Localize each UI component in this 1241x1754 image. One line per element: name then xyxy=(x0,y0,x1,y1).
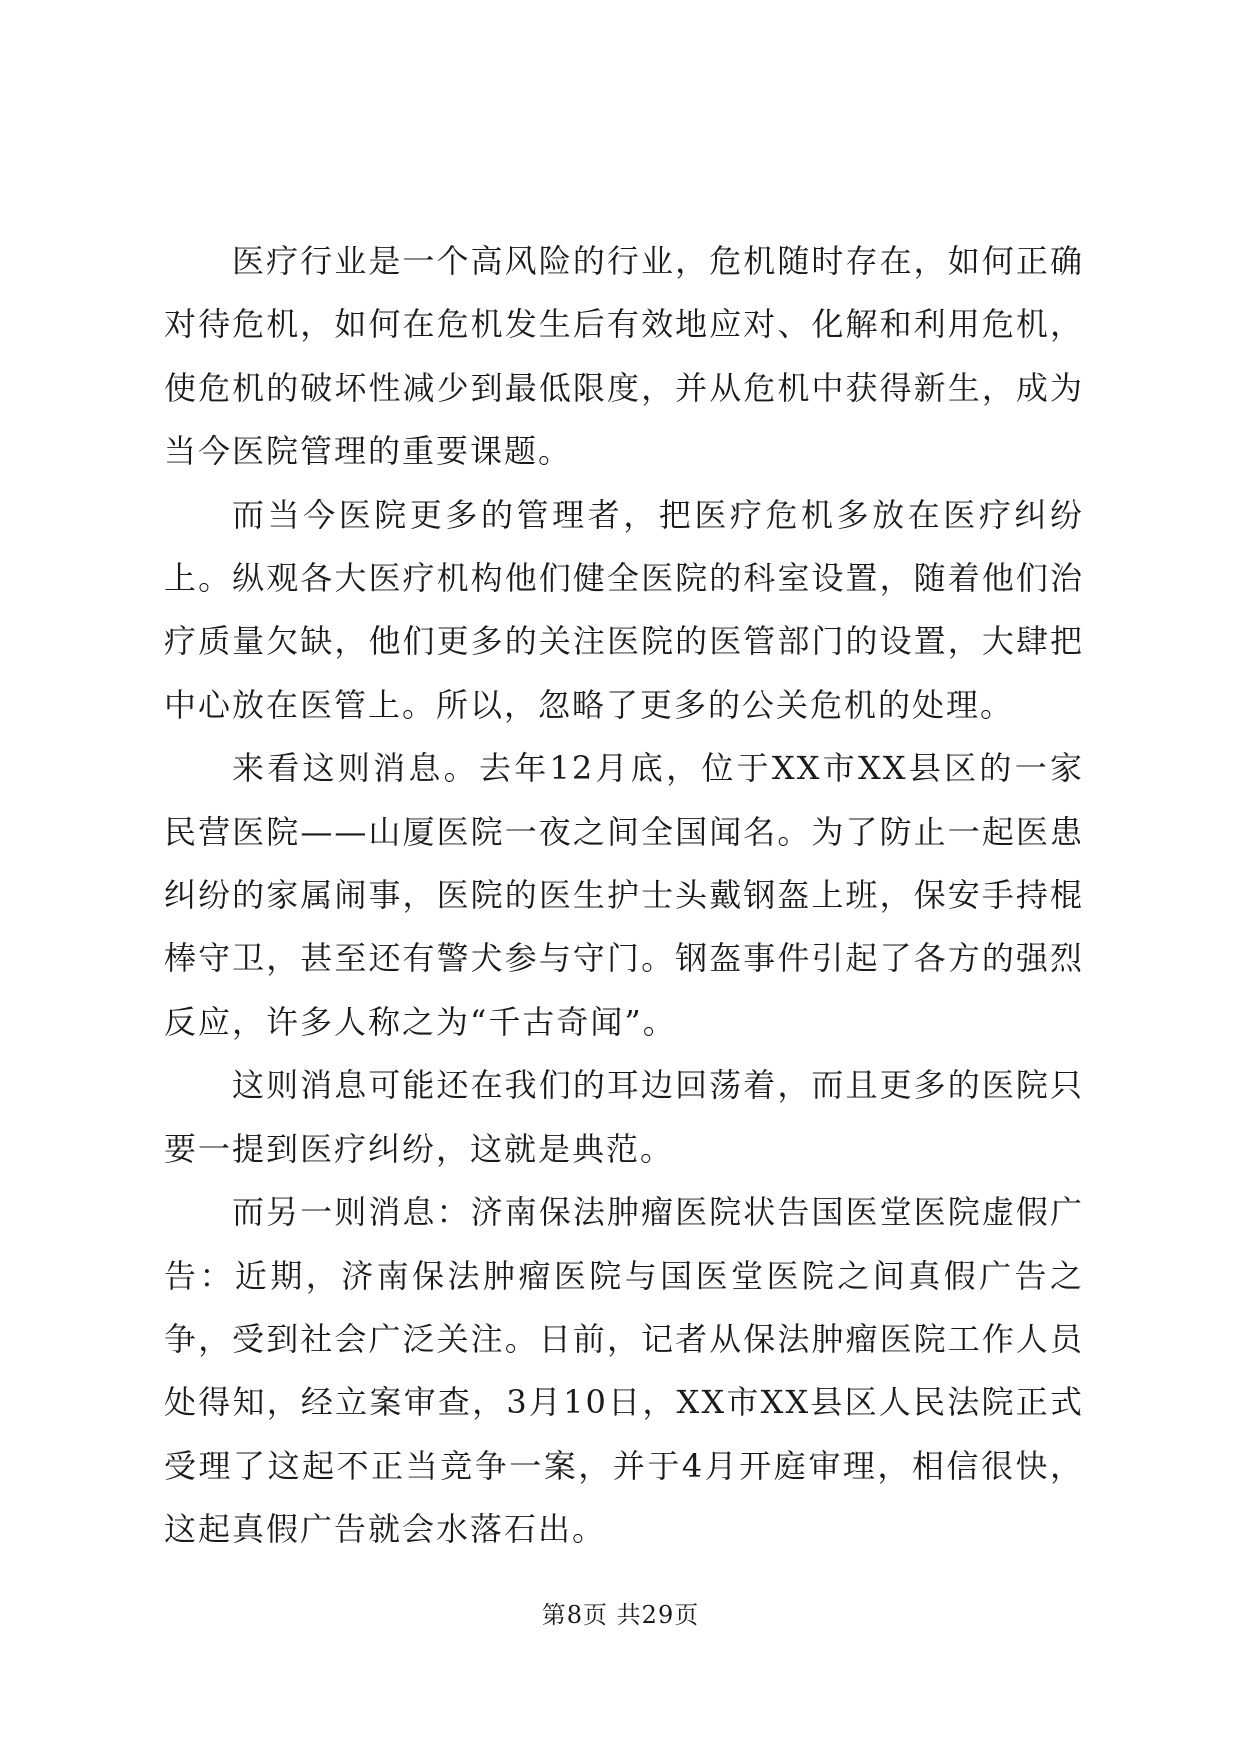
paragraph-1: 医疗行业是一个高风险的行业，危机随时存在，如何正确对待危机，如何在危机发生后有效地应对、化解和利用危机，使危机的破坏性减少到最低限度，并从危机中获得新生，成为当今医院管理的重要课题。 xyxy=(164,242,1084,471)
page-number: 第8页 共29页 xyxy=(541,1601,700,1629)
paragraph-2: 而当今医院更多的管理者，把医疗危机多放在医疗纠纷上。纵观各大医疗机构他们健全医院的科室设置，随着他们治疗质量欠缺，他们更多的关注医院的医管部门的设置，大肆把中心放在医管上。所以，忽略了更多的公关危机的处理。 xyxy=(164,495,1084,724)
document-body xyxy=(164,230,1084,1562)
paragraph-5: 而另一则消息：济南保法肿瘤医院状告国医堂医院虚假广告：近期，济南保法肿瘤医院与国医堂医院之间真假广告之争，受到社会广泛关注。日前，记者从保法肿瘤医院工作人员处得知，经立案审查，3月10日，XX市XX县区人民法院正式受理了这起不正当竞争一案，并于4月开庭审理，相信很快，这起真假广告就会水落石出。 xyxy=(164,1193,1084,1549)
paragraph-3: 来看这则消息。去年12月底，位于XX市XX县区的一家民营医院——山厦医院一夜之间全国闻名。为了防止一起医患纠纷的家属闹事，医院的医生护士头戴钢盔上班，保安手持棍棒守卫，甚至还有警犬参与守门。钢盔事件引起了各方的强烈反应，许多人称之为“千古奇闻”。 xyxy=(164,749,1084,1041)
paragraph-4: 这则消息可能还在我们的耳边回荡着，而且更多的医院只要一提到医疗纠纷，这就是典范。 xyxy=(164,1066,1084,1168)
page-footer xyxy=(0,1599,1241,1631)
